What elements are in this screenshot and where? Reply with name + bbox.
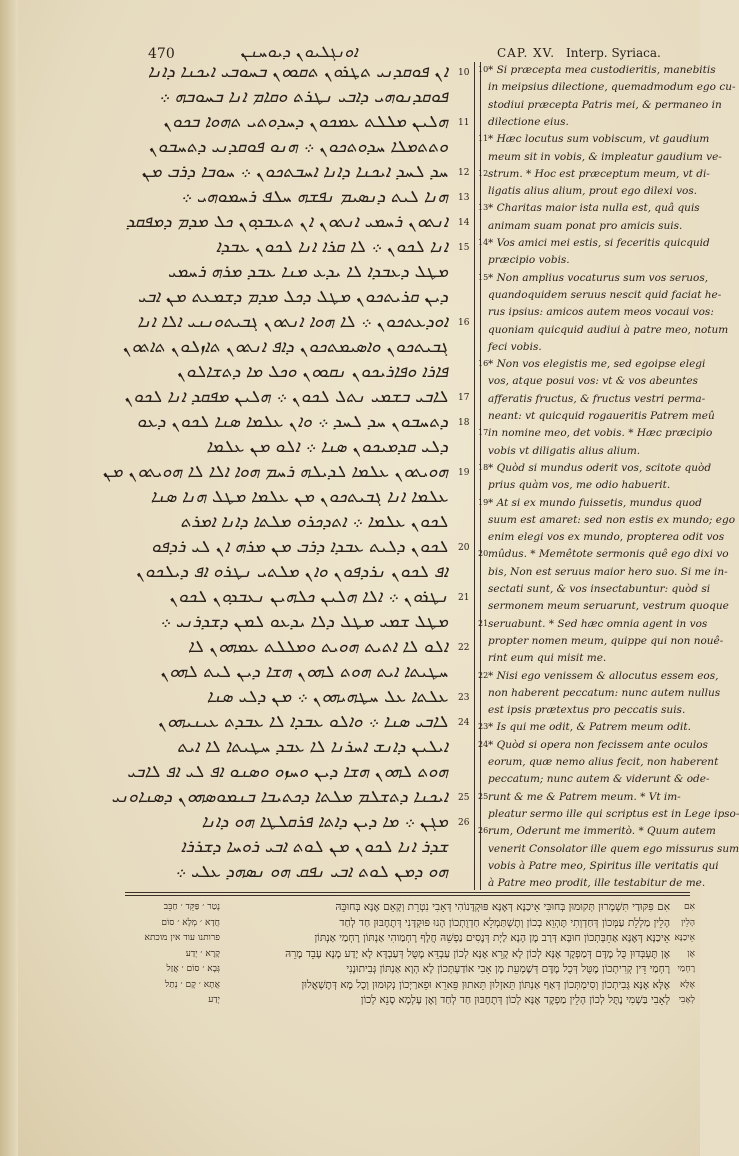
syriac-line: ܗܘ ܕܡܢ ܠܘܬ ܐܒܝ ܢܦܩ ܗܘ ܢܣܗܕ ܥܠܝ ܀ bbox=[175, 862, 448, 882]
column-divider-double bbox=[480, 62, 481, 890]
latin-line: animam suam ponat pro amicis suis. bbox=[488, 219, 683, 232]
syriac-line: ܫܕܪ ܐܢܐ ܠܟܘܢ ܡܢ ܠܘܬ ܐܒܝ ܪܘܚܐ ܕܫܪܪܐ bbox=[180, 837, 448, 857]
syriac-line: ܐܝܠܝܢ ܕܐܢܫ ܐܚܪܢܐ ܠܐ ܥܒܕ ܚܛܝܬܐ ܠܐ ܐܝܬ bbox=[176, 737, 448, 757]
hebrew-line: אִם פִּקּוּדַי תִּשְׁמְרוּן תְּקוּמוּן בְּחוּבִּי אֵיכַנָּא דְּאֶנָּא פּוּקְדָּנוֹהִי דְּאָבִי נִטְרֵת וְקָאֵם אֶנָּא בְּחוּבֵּהּ bbox=[335, 901, 670, 913]
hebrew-note: קָרָא ׳ יְדַע bbox=[185, 948, 220, 959]
hebrew-line: אֵיכַנָּא דְּאֶנָּא אַחֵבְּתְכוֹן חוּבָּא דְּרַב מֶן הָנָא לַיְת דְּנֶסִים נַפְשֵׁהּ חֲלָף רָחְמַוהִי אַנְתּוֹן רָחְמַי אַנְתּוֹן bbox=[314, 932, 670, 944]
hebrew-side-word: אִם bbox=[683, 902, 695, 912]
running-head-syriac: ܐܘܢܓܠܝܘܢ ܕܝܘܚܢܢ bbox=[240, 42, 358, 61]
latin-line: enim elegi vos ex mundo, propterea odit vos bbox=[488, 531, 725, 544]
syriac-line: ܗܘܝܬܘܢ ܥܠܡܐ ܠܕܝܠܗ ܪܚܡ ܗܘܐ ܐܠܐ ܠܐ ܗܘܝܬܘܢ ܡܢ bbox=[102, 462, 448, 482]
latin-line: prius quàm vos, me odio habuerit. bbox=[488, 479, 671, 492]
latin-line: peccatum; nunc autem & viderunt & ode- bbox=[488, 773, 710, 786]
latin-line: rum, Oderunt me immeritò. * Quum autem bbox=[488, 825, 716, 838]
syriac-line: ܕܝܢ ܩܪܝܬܟܘܢ ܡܛܠ ܕܟܠ ܡܕܡ ܕܫܡܥܬ ܡܢ ܐܒܝ bbox=[137, 287, 448, 307]
syriac-verse-number: 11 bbox=[458, 118, 470, 128]
hebrew-side-word: לְאָבִי bbox=[678, 995, 695, 1005]
hebrew-note: פרותנו עוד אין מוכתא bbox=[144, 933, 220, 943]
latin-verse-number: 18 bbox=[478, 462, 489, 472]
latin-translation-column bbox=[488, 62, 739, 898]
latin-line: suum est amaret: sed non estis ex mundo; ego bbox=[488, 513, 736, 526]
syriac-line: ܚܛܝܬܐ ܐܝܬ ܗܘܬ ܠܗܘܢ ܗܫܐ ܕܝܢ ܠܝܬ ܠܗܘܢ bbox=[159, 662, 448, 682]
syriac-line: ܢܛܪܘܢ ܀ ܐܠܐ ܗܠܝܢ ܟܠܗܝܢ ܢܥܒܕܘܢ ܠܟܘܢ bbox=[168, 587, 448, 607]
latin-line: seruabunt. * Sed hæc omnia agent in vos bbox=[488, 617, 708, 630]
syriac-verse-number: 20 bbox=[458, 543, 470, 553]
syriac-line: ܡܓܢ ܀ ܡܐ ܕܝܢ ܕܐܬܐ ܦܪܩܠܛܐ ܗܘ ܕܐܢܐ bbox=[201, 812, 448, 832]
syriac-line: ܡܛܠ ܫܡܝ ܡܛܠ ܕܠܐ ܝܕܥܘ ܠܡܢ ܕܫܕܪܢܝ ܀ bbox=[159, 612, 448, 632]
page-spine-shadow bbox=[0, 0, 18, 1156]
latin-line: * Non amplius vocaturus sum vos seruos, bbox=[488, 271, 709, 284]
syriac-verse-number: 24 bbox=[458, 718, 470, 728]
syriac-verse-number: 21 bbox=[458, 593, 470, 603]
latin-line: rint eum qui misit me. bbox=[488, 652, 607, 665]
hebrew-note: חֲדָא ׳ מְלָא ׳ סוֹם bbox=[161, 917, 220, 928]
latin-line: * Non vos elegistis me, sed egoipse elegi bbox=[488, 358, 706, 371]
latin-line: * Charitas maior ista nulla est, quâ quis bbox=[488, 202, 700, 215]
latin-line: sermonem meum seruarunt, vestrum quoque bbox=[488, 600, 729, 613]
syriac-line: ܠܐܒܝ ܒܫܡܝ ܢܬܠ ܠܟܘܢ ܀ ܗܠܝܢ ܡܦܩܕ ܐܢܐ ܠܟܘܢ bbox=[124, 387, 448, 407]
syriac-verse-number: 12 bbox=[458, 168, 470, 178]
syriac-line: ܠܐܒܝ ܣܢܐ ܀ ܘܐܠܘ ܥܒܕܐ ܠܐ ܥܒܕܬ ܥܝܢܝܗܘܢ bbox=[157, 712, 448, 732]
hebrew-transliteration-text bbox=[225, 900, 670, 1020]
hebrew-line: רָחְמַי דֵּין קְרִיתְכוֹן מֶטֻּל דְּכֻל מֶדֶּם דְּשֶׁמְעֵת מֶן אָבִי אוֹדַעְתְּכוֹן לָא הְוָא אַנְתּוֹן גְּבִיתוּנָנִי bbox=[346, 963, 670, 975]
syriac-line: ܐܝܟܢܐ ܕܬܫܠܡ ܡܠܬܐ ܕܟܬܝܒܐ ܒܢܡܘܣܗܘܢ ܕܣܢܐܘܢܝ bbox=[111, 787, 448, 807]
hebrew-root-notes bbox=[125, 900, 220, 1020]
latin-line: stodiui præcepta Patris mei, & permaneo in bbox=[488, 98, 722, 111]
latin-line: eorum, quæ nemo alius fecit, non haberent bbox=[488, 756, 719, 768]
syriac-verse-number: 18 bbox=[458, 418, 470, 428]
latin-verse-number: 15 bbox=[478, 272, 489, 282]
latin-line: ligatis alius alium, prout ego dilexi vos. bbox=[488, 185, 698, 198]
latin-verse-number: 22 bbox=[478, 670, 489, 680]
chapter-heading: CAP. XV. bbox=[497, 46, 556, 60]
latin-verse-number: 23 bbox=[478, 722, 489, 732]
latin-line: venerit Consolator ille quem ego missurus sum bbox=[488, 842, 739, 855]
syriac-line: ܗܠܝܢ ܡܠܠܬ ܥܡܟܘܢ ܕܚܕܘܬܝ ܬܗܘܐ ܒܟܘܢ bbox=[162, 112, 448, 132]
latin-line: * Quòd si opera non fecissem ante oculos bbox=[488, 738, 708, 751]
syriac-verse-number: 22 bbox=[458, 643, 470, 653]
hebrew-note: אֲתָא ׳ קָם ׳ נְתַל bbox=[165, 979, 220, 990]
latin-verse-number: 21 bbox=[478, 618, 489, 628]
syriac-line: ܥܠܬܐ ܥܠ ܚܛܗܝܗܘܢ ܀ ܡܢ ܕܠܝ ܣܢܐ bbox=[206, 687, 448, 707]
latin-verse-number: 26 bbox=[478, 826, 489, 836]
latin-line: sectati sunt, & vos insectabuntur: quòd si bbox=[488, 583, 711, 595]
latin-line: afferatis fructus, & fructus vestri perma- bbox=[488, 392, 706, 405]
hebrew-side-word: אֶן bbox=[687, 948, 695, 959]
syriac-line: ܦܘܩܕܢܘܗܝ ܕܐܒܝ ܢܛܪܬ ܘܩܐܡ ܐܢܐ ܒܚܘܒܗ ܀ bbox=[158, 87, 448, 107]
syriac-line: ܡܛܠ ܕܥܒܕܐ ܠܐ ܝܕܥ ܡܢܐ ܥܒܕ ܡܪܗ ܪܚܡܝ bbox=[167, 262, 448, 282]
latin-verse-number: 12 bbox=[478, 168, 489, 178]
latin-verse-number: 24 bbox=[478, 739, 489, 749]
latin-line: * Is qui me odit, & Patrem meum odit. bbox=[488, 721, 691, 734]
hebrew-line: אֶן תֶּעְבְּדוּן כֻּל מֶדֶּם דְּמַפְקֶד אֶנָּא לְכוֹן לָא קָרֵא אֶנָּא לְכוֹן עַבְדֵּא מֶטֻּל דְּעַבְדָּא לָא יָדַע מָנָא עָבֵד מָרֵהּ bbox=[285, 947, 670, 960]
hebrew-side-word: הָלֵין bbox=[680, 917, 695, 928]
hebrew-footnote-area bbox=[125, 900, 695, 1030]
latin-line: * Hæc locutus sum vobiscum, vt gaudium bbox=[488, 133, 710, 146]
latin-line: non haberent peccatum: nunc autem nullus bbox=[488, 686, 721, 699]
footer-rule bbox=[125, 892, 690, 893]
syriac-line: ܐܢ ܦܘܩܕܢܝ ܬܛܪܘܢ ܬܩܘܘܢ ܒܚܘܒܝ ܐܝܟܢܐ ܕܐܢܐ bbox=[147, 62, 448, 82]
hebrew-side-word: אֵיכַנָּא bbox=[674, 933, 695, 943]
latin-line: rus ipsius: amicos autem meos vocaui vos: bbox=[488, 306, 714, 319]
latin-line: est ipsis prætextus pro peccatis suis. bbox=[488, 704, 686, 717]
syriac-line: ܘܬܬܡܠܐ ܚܕܘܬܟܘܢ ܀ ܗܢܘ ܦܘܩܕܢܝ ܕܬܚܒܘܢ bbox=[148, 137, 448, 157]
latin-line: propter nomen meum, quippe qui non nouê- bbox=[488, 634, 724, 647]
hebrew-note: נֶטַר ׳ פַּקֵּד ׳ חַבֵּב bbox=[163, 902, 220, 912]
syriac-line: ܐܠܘ ܠܐ ܐܬܝܬ ܗܘܝܬ ܘܡܠܠܬ ܥܡܗܘܢ ܠܐ bbox=[187, 637, 448, 657]
latin-verse-number: 17 bbox=[478, 428, 489, 438]
syriac-line: ܐܢܬܘܢ ܪܚܡܝ ܐܢܬܘܢ ܐܢ ܬܥܒܕܘܢ ܟܠ ܡܕܡ ܕܡܦܩܕ bbox=[125, 212, 448, 232]
latin-line: strum. * Hoc est præceptum meum, vt di- bbox=[488, 167, 710, 180]
syriac-verse-number: 17 bbox=[458, 393, 470, 403]
syriac-verse-number: 14 bbox=[458, 218, 470, 228]
syriac-line: ܕܬܚܒܘܢ ܚܕ ܠܚܕ ܀ ܘܐܢ ܥܠܡܐ ܣܢܐ ܠܟܘܢ ܕܥܘ bbox=[136, 412, 448, 432]
hebrew-line: הָלֵין מַלְלֵת עַמְּכוֹן דְּחַדְוְתִי תֶּהְוֵא בְכוֹן וְתֶשְׁתַּמְלֵא חַדְוֻתְכוֹן הָנוּ פּוּקְדָּנִי דְּתֶחֶבּוּן חַד לְחַד bbox=[339, 916, 670, 929]
syriac-line: ܐܘܕܥܬܟܘܢ ܀ ܠܐ ܗܘܐ ܐܢܬܘܢ ܓܒܝܬܘܢܢܝ ܐܠܐ ܐܢܐ bbox=[137, 312, 448, 332]
latin-verse-number: 10 bbox=[478, 65, 489, 74]
syriac-text-column bbox=[102, 62, 460, 890]
latin-line: * Vos amici mei estis, si feceritis quicquid bbox=[488, 237, 710, 249]
latin-line: vobis vt diligatis alius alium. bbox=[488, 444, 641, 457]
page-number: 470 bbox=[148, 46, 175, 62]
footer-rule-double bbox=[125, 895, 690, 896]
latin-line: vos, atque posui vos: vt & vos abeuntes bbox=[488, 375, 698, 388]
syriac-line: ܥܠܡܐ ܐܢܐ ܓܒܝܬܟܘܢ ܡܢ ܥܠܡܐ ܡܛܠ ܗܢܐ ܣܢܐ bbox=[150, 487, 448, 507]
syriac-line: ܚܕ ܠܚܕ ܐܝܟܢܐ ܕܐܢܐ ܐܚܒܬܟܘܢ ܀ ܚܘܒܐ ܕܪܒ ܡܢ bbox=[141, 162, 448, 182]
syriac-line: ܓܒܝܬܟܘܢ ܘܐܣܝܡܬܟܘܢ ܕܐܦ ܐܢܬܘܢ ܬܐܙܠܘܢ ܬܐܬܘܢ bbox=[122, 337, 448, 357]
hebrew-line: לְאָבִי בַּשְׁמִי נֶתֶּל לְכוֹן הָלֵין מַפְקֶד אֶנָּא לְכוֹן דְּתֶחֶבּוּן חַד לְחַד וְאֶן עָלְמָא סָנֵא לְכוֹן bbox=[360, 994, 670, 1006]
syriac-verse-number: 19 bbox=[458, 468, 470, 478]
hebrew-side-word: רָחְמַי bbox=[677, 964, 695, 974]
syriac-verse-number: 16 bbox=[458, 318, 470, 328]
syriac-line: ܗܘܬ ܠܗܘܢ ܗܫܐ ܕܝܢ ܘܚܙܘ ܘܣܢܘ ܐܦ ܠܝ ܐܦ ܠܐܒܝ bbox=[126, 762, 448, 782]
latin-verse-number: 14 bbox=[478, 238, 489, 247]
latin-line: feci vobis. bbox=[488, 340, 542, 353]
syriac-verse-number: 26 bbox=[458, 818, 470, 828]
latin-line: neant: vt quicquid rogaueritis Patrem meû bbox=[488, 410, 715, 422]
latin-line: præcipio vobis. bbox=[488, 254, 570, 267]
latin-line: * Quòd si mundus oderit vos, scitote quòd bbox=[488, 461, 712, 474]
syriac-verse-number: 23 bbox=[458, 693, 470, 703]
latin-line: * Nisi ego venissem & allocutus essem eos, bbox=[488, 669, 719, 682]
latin-line: à Patre meo prodit, ille testabitur de me. bbox=[488, 877, 706, 890]
latin-line: bis, Non est seruus maior hero suo. Si me in- bbox=[488, 565, 728, 578]
hebrew-side-word: אֶלָּא bbox=[679, 979, 695, 990]
latin-line: runt & me & Patrem meum. * Vt im- bbox=[488, 790, 681, 803]
syriac-verse-number: 15 bbox=[458, 243, 470, 253]
latin-line: in nomine meo, det vobis. * Hæc præcipio bbox=[488, 427, 713, 440]
syriac-line: ܐܢܐ ܠܟܘܢ ܀ ܠܐ ܩܪܐ ܐܢܐ ܠܟܘܢ ܥܒܕܐ bbox=[215, 237, 448, 257]
hebrew-note: גְּבָא ׳ סוֹם ׳ אֲזַל bbox=[166, 964, 220, 974]
hebrew-side-margin bbox=[670, 900, 695, 1020]
hebrew-note: יְדַע bbox=[208, 995, 220, 1005]
latin-line: mûdus. * Memêtote sermonis quê ego dixi vo bbox=[488, 548, 729, 561]
latin-line: quoniam quicquid audiui à patre meo, notum bbox=[488, 323, 729, 336]
latin-line: pleatur sermo ille qui scriptus est in Lege ipso- bbox=[488, 807, 739, 820]
latin-line: dilectione eius. bbox=[488, 115, 569, 128]
syriac-verse-number: 13 bbox=[458, 193, 470, 203]
column-title: Interp. Syriaca. bbox=[566, 46, 661, 60]
latin-line: in meipsius dilectione, quemadmodum ego cu- bbox=[488, 81, 736, 94]
syriac-line: ܗܢܐ ܠܝܬ ܕܢܣܝܡ ܢܦܫܗ ܚܠܦ ܪܚܡܘܗܝ ܀ bbox=[180, 187, 448, 207]
latin-verse-number: 13 bbox=[478, 203, 489, 213]
latin-verse-number: 11 bbox=[478, 134, 489, 144]
latin-verse-number: 20 bbox=[478, 549, 489, 559]
latin-line: * Si præcepta mea custodieritis, manebitis bbox=[488, 64, 716, 76]
latin-verse-number: 19 bbox=[478, 497, 489, 507]
syriac-verse-number: 10 bbox=[458, 68, 470, 78]
syriac-line: ܐܦ ܠܟܘܢ ܢܪܕܦܘܢ ܘܐܢ ܡܠܬܝ ܢܛܪܘ ܐܦ ܕܝܠܟܘܢ bbox=[135, 562, 448, 582]
latin-verse-number: 25 bbox=[478, 791, 489, 801]
latin-line: * At si ex mundo fuissetis, mundus quod bbox=[488, 496, 702, 509]
hebrew-line: אֶלָּא אֶנָּא גְּבִיתְכוֹן וְסִימְתְּכוֹן דְּאַף אַנְתּוֹן תֵּאזְלוּן תֵּאתוּן פֵּארֵא וּפֵארַיְכוֹן נְקוּמוּן וְכֻל מָא דְּתֶשְׁאֲלוּן bbox=[301, 978, 670, 991]
latin-line: vobis à Patre meo, Spiritus ille veritatis qui bbox=[488, 859, 719, 872]
syriac-verse-number: 25 bbox=[458, 793, 470, 803]
syriac-line: ܠܟܘܢ ܕܠܝܬ ܥܒܕܐ ܕܪܒ ܡܢ ܡܪܗ ܐܢ ܠܝ ܪܕܦܘ bbox=[151, 537, 448, 557]
syriac-line: ܕܠܝ ܩܕܡܝܟܘܢ ܣܢܐ ܀ ܐܠܘ ܡܢ ܥܠܡܐ bbox=[206, 437, 448, 457]
syriac-line: ܦܐܪܐ ܘܦܐܪܝܟܘܢ ܢܩܘܘܢ ܘܟܠ ܡܐ ܕܬܫܐܠܘܢ bbox=[176, 362, 448, 382]
latin-line: meum sit in vobis, & impleatur gaudium ve- bbox=[488, 150, 722, 163]
column-divider bbox=[474, 62, 475, 890]
latin-line: quandoquidem seruus nescit quid faciat he- bbox=[488, 288, 722, 301]
syriac-line: ܠܟܘܢ ܥܠܡܐ ܀ ܐܬܕܟܪܘ ܡܠܬܐ ܕܐܢܐ ܐܡܪܬ bbox=[180, 512, 448, 532]
latin-verse-number: 16 bbox=[478, 359, 489, 369]
